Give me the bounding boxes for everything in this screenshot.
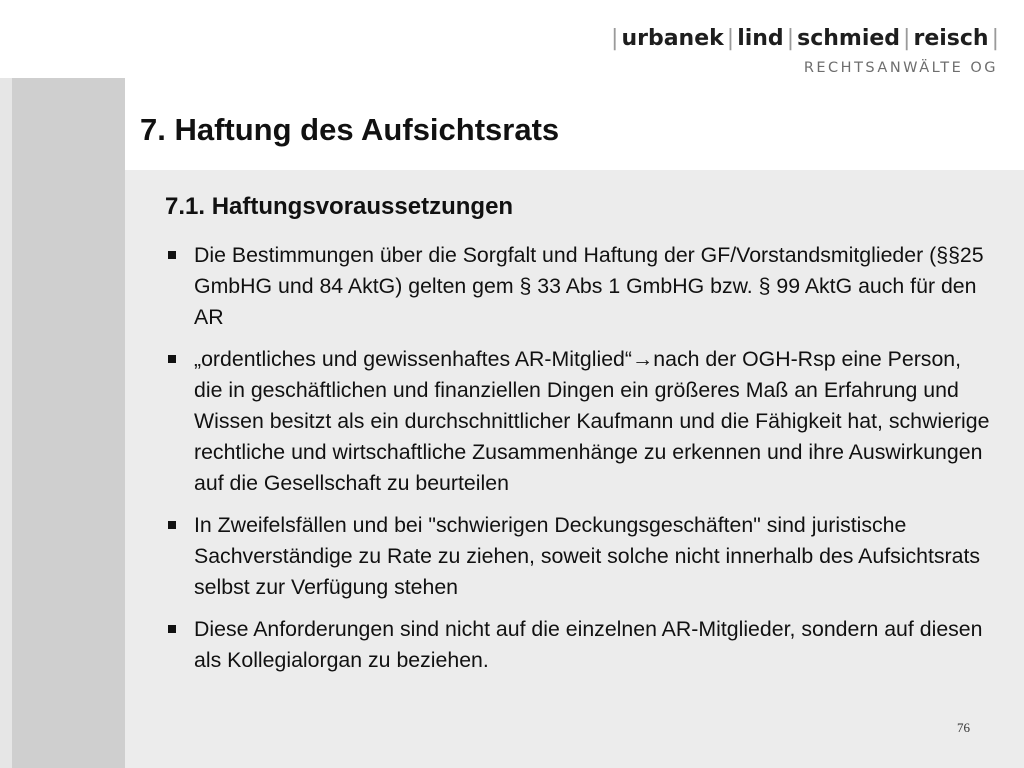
bullet-item bbox=[165, 240, 995, 333]
bullet-text: Diese Anforderungen sind nicht auf die einzelnen AR-Mitglieder, sondern auf diesen als Kollegialorgan zu beziehen. bbox=[194, 617, 983, 672]
logo-separator: | bbox=[726, 26, 735, 51]
bullet-text: In Zweifelsfällen und bei "schwierigen Deckungsgeschäften" sind juristische Sachverständige zu Rate zu ziehen, soweit solche nicht innerhalb des Aufsichtsrats selbst zur Verfügung stehen bbox=[194, 513, 981, 599]
bullet-text: Die Bestimmungen über die Sorgfalt und Haftung der GF/Vorstandsmitglieder (§§25 GmbHG und 84 AktG) gelten gem § 33 Abs 1 GmbHG bzw. § 99 AktG auch für den AR bbox=[194, 243, 984, 329]
logo-separator: | bbox=[903, 26, 911, 51]
firm-logo bbox=[608, 26, 1002, 76]
bullet-text: „ordentliches und gewissenhaftes AR-Mitglied“→nach der OGH-Rsp eine Person, die in geschäftlichen und finanziellen Dingen ein größeres Maß an Erfahrung und Wissen besitzt als ein durchschnittlicher Kaufmann und die Fähigkeit hat, schwierige rechtliche und wirtschaftliche Zusammenhänge zu erkennen und ihre Auswirkungen auf die Gesellschaft zu beurteilen bbox=[194, 347, 990, 495]
logo-separator: | bbox=[611, 26, 619, 51]
logo-name-urbanek: urbanek bbox=[621, 26, 724, 51]
bullet-item bbox=[165, 510, 995, 603]
content-panel bbox=[125, 170, 1024, 768]
page-number: 76 bbox=[957, 720, 970, 735]
square-bullet-icon bbox=[168, 625, 176, 633]
square-bullet-icon bbox=[168, 355, 176, 363]
logo-separator: | bbox=[991, 26, 999, 51]
logo-subtitle: RECHTSANWÄLTE OG bbox=[803, 60, 998, 76]
square-bullet-icon bbox=[168, 251, 176, 259]
bullet-list bbox=[165, 240, 995, 687]
logo-name-schmied: schmied bbox=[797, 26, 901, 51]
left-decorative-strip bbox=[0, 78, 125, 768]
square-bullet-icon bbox=[168, 521, 176, 529]
left-strip-edge bbox=[0, 78, 12, 768]
section-subheading: 7.1. Haftungsvoraussetzungen bbox=[165, 193, 514, 220]
bullet-item bbox=[165, 614, 995, 676]
logo-name-lind: lind bbox=[737, 26, 784, 51]
bullet-item bbox=[165, 344, 995, 499]
slide-title: 7. Haftung des Aufsichtsrats bbox=[140, 112, 560, 147]
logo-name-reisch: reisch bbox=[913, 26, 989, 51]
logo-names bbox=[608, 26, 1002, 51]
logo-separator: | bbox=[786, 26, 795, 51]
